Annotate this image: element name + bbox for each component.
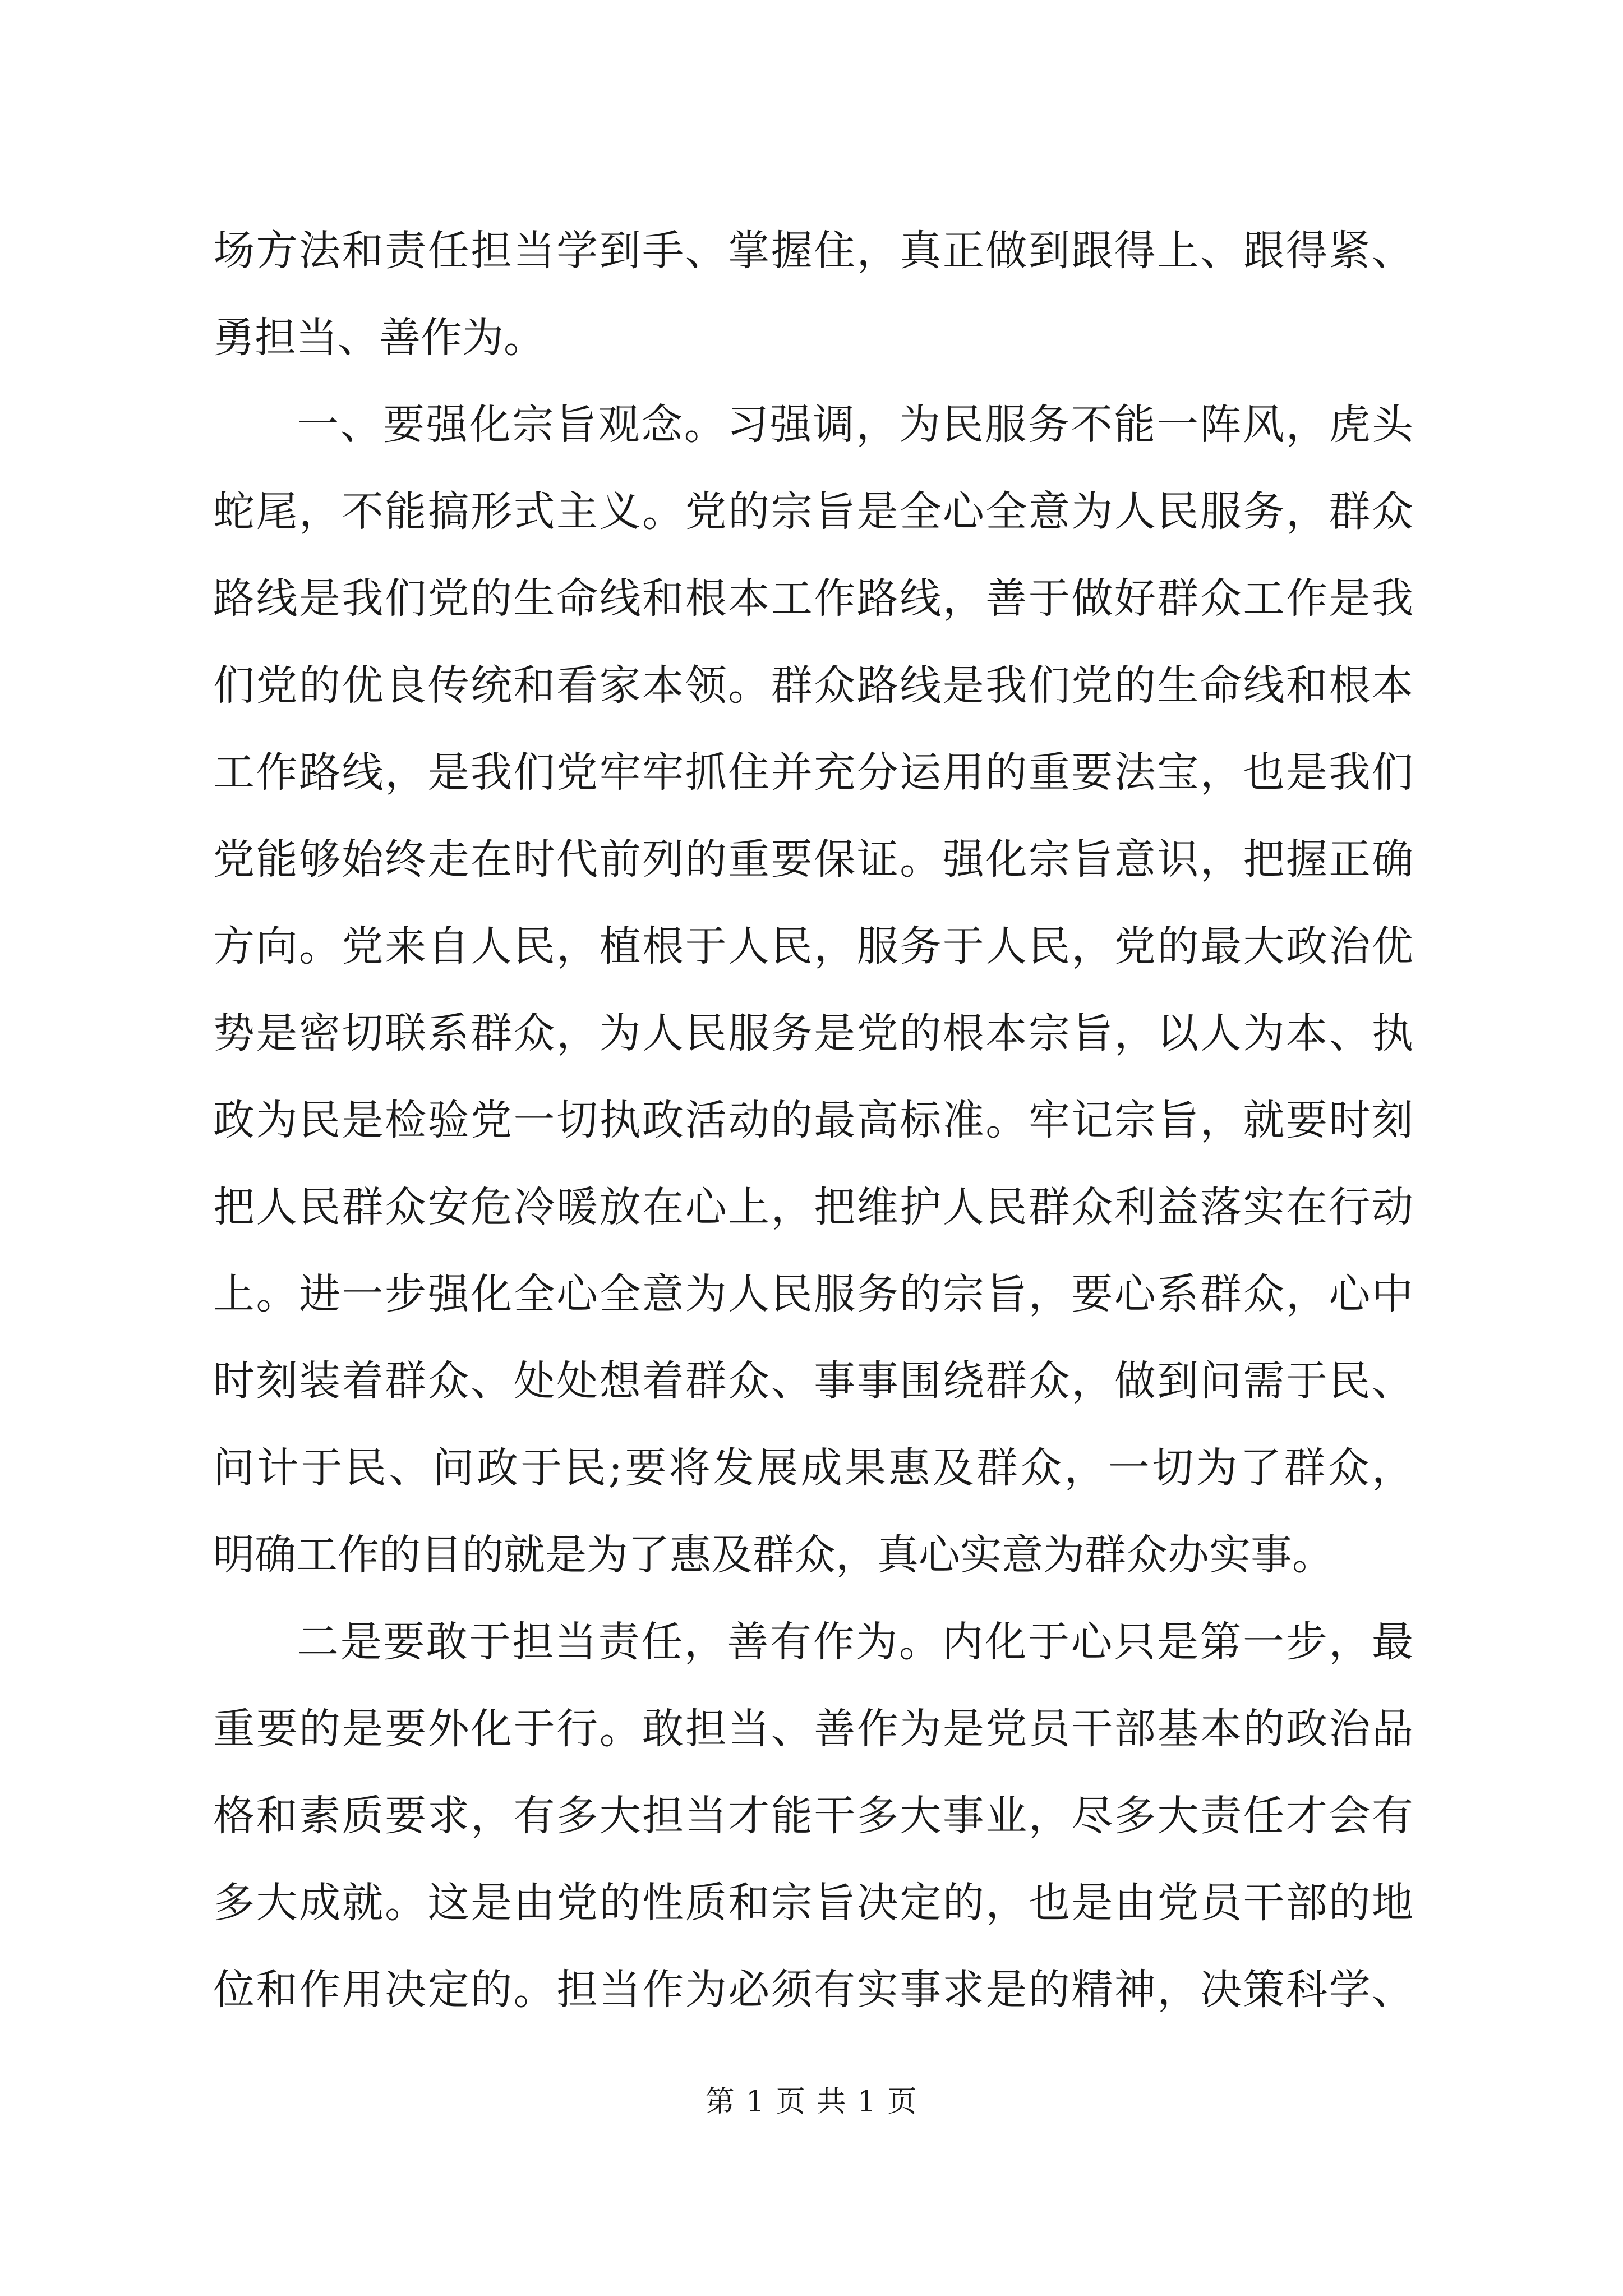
text-line: 重要的是要外化于行。敢担当、善作为是党员干部基本的政治品 — [213, 1705, 1413, 1753]
text-line: 方向。党来自人民，植根于人民，服务于人民，党的最大政治优 — [213, 922, 1413, 970]
text-line: 时刻装着群众、处处想着群众、事事围绕群众，做到问需于民、 — [213, 1357, 1413, 1405]
text-line: 明确工作的目的就是为了惠及群众，真心实意为群众办实事。 — [213, 1531, 1334, 1579]
text-line: 蛇尾，不能搞形式主义。党的宗旨是全心全意为人民服务，群众 — [213, 487, 1413, 536]
text-line: 格和素质要求，有多大担当才能干多大事业，尽多大责任才会有 — [213, 1792, 1413, 1840]
text-line: 工作路线，是我们党牢牢抓住并充分运用的重要法宝，也是我们 — [213, 748, 1413, 797]
text-line: 勇担当、善作为。 — [213, 314, 545, 362]
text-line: 们党的优良传统和看家本领。群众路线是我们党的生命线和根本 — [213, 661, 1413, 710]
body-text — [213, 208, 1413, 2033]
text-line: 势是密切联系群众，为人民服务是党的根本宗旨，以人为本、执 — [213, 1009, 1413, 1057]
text-line: 上。进一步强化全心全意为人民服务的宗旨，要心系群众，心中 — [213, 1270, 1413, 1318]
text-line: 路线是我们党的生命线和根本工作路线，善于做好群众工作是我 — [213, 574, 1413, 623]
paragraph-start-line: 一、要强化宗旨观念。习强调，为民服务不能一阵风，虎头 — [297, 401, 1413, 449]
text-line: 问计于民、问政于民;要将发展成果惠及群众，一切为了群众， — [213, 1444, 1413, 1492]
text-line: 党能够始终走在时代前列的重要保证。强化宗旨意识，把握正确 — [213, 835, 1413, 884]
text-line: 把人民群众安危冷暖放在心上，把维护人民群众利益落实在行动 — [213, 1183, 1413, 1231]
text-line: 位和作用决定的。担当作为必须有实事求是的精神，决策科学、 — [213, 1966, 1413, 2014]
paragraph-start-line: 二是要敢于担当责任，善有作为。内化于心只是第一步，最 — [297, 1618, 1413, 1666]
page-number-footer: 第 1 页 共 1 页 — [705, 2085, 918, 2119]
text-line: 多大成就。这是由党的性质和宗旨决定的，也是由党员干部的地 — [213, 1879, 1413, 1927]
text-line: 场方法和责任担当学到手、掌握住，真正做到跟得上、跟得紧、 — [213, 227, 1413, 275]
text-line: 政为民是检验党一切执政活动的最高标准。牢记宗旨，就要时刻 — [213, 1096, 1413, 1144]
